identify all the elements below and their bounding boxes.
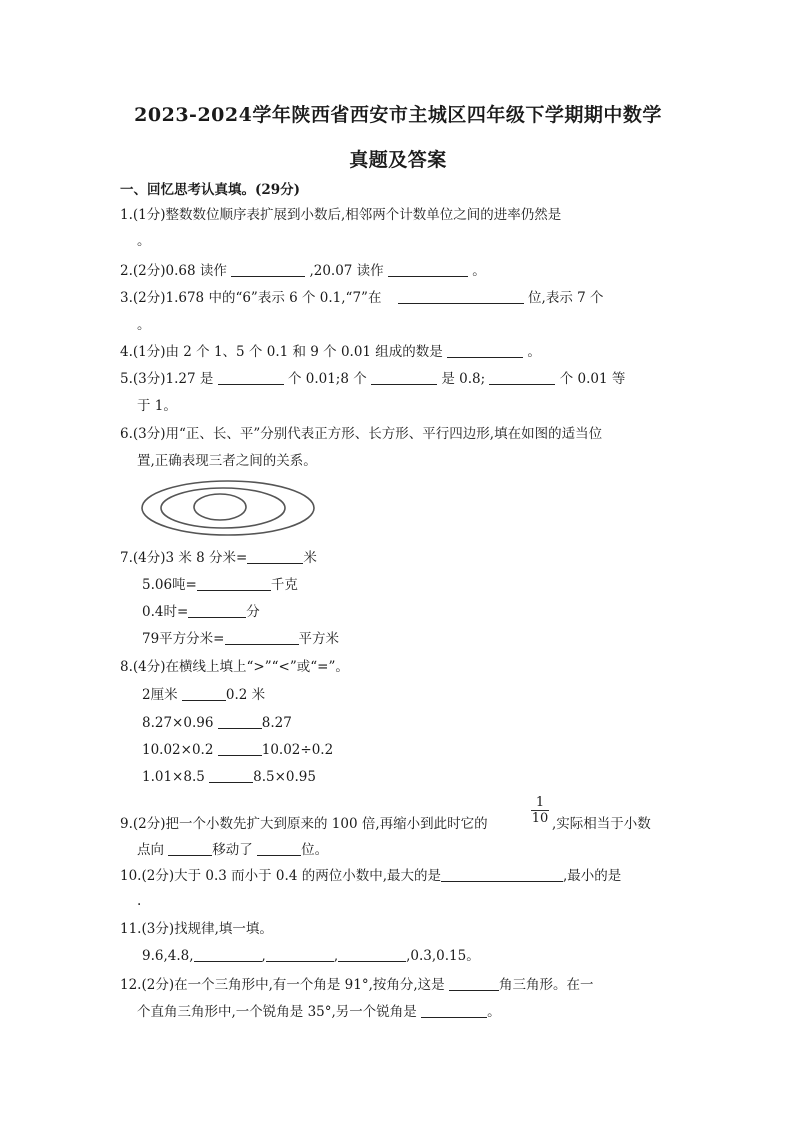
q4-text-b: 。 xyxy=(527,344,541,360)
question-8-b xyxy=(142,686,265,704)
answer-blank[interactable] xyxy=(218,741,262,756)
q7-unit-c: 分 xyxy=(246,604,260,620)
q11-text-a: 11.(3分)找规律,填一填。 xyxy=(120,921,273,937)
q9-text-d: 移动了 xyxy=(212,842,253,858)
q10-text-a: 10.(2分)大于 0.3 而小于 0.4 的两位小数中,最大的是 xyxy=(120,868,441,884)
question-1 xyxy=(120,206,561,224)
answer-blank[interactable] xyxy=(188,603,246,618)
q9-text-c: 点向 xyxy=(137,842,164,858)
answer-blank[interactable] xyxy=(168,841,212,856)
q7-text-d: 79平方分米= xyxy=(142,631,225,647)
question-11 xyxy=(120,920,273,938)
q12-text-c: 个直角三角形中,一个锐角是 35°,另一个锐角是 xyxy=(137,1004,417,1020)
q2-text-c: 。 xyxy=(472,263,486,279)
question-9 xyxy=(120,815,488,833)
q7-text-a: 7.(4分)3 米 8 分米= xyxy=(120,550,248,566)
question-12 xyxy=(120,976,593,994)
page-title-line2: 真题及答案 xyxy=(349,149,447,171)
answer-blank[interactable] xyxy=(257,841,301,856)
answer-blank[interactable] xyxy=(421,1003,487,1018)
q8-left-e: 1.01×8.5 xyxy=(142,769,205,785)
q1-text: 1.(1分)整数数位顺序表扩展到小数后,相邻两个计数单位之间的进率仍然是 xyxy=(120,207,562,223)
q9-text-b: ,实际相当于小数 xyxy=(552,816,651,832)
q9-text-a: 9.(2分)把一个小数先扩大到原来的 100 倍,再缩小到此时它的 xyxy=(120,816,488,832)
question-3-cont xyxy=(137,316,151,334)
q4-text-a: 4.(1分)由 2 个 1、5 个 0.1 和 9 个 0.01 组成的数是 xyxy=(120,344,443,360)
answer-blank[interactable] xyxy=(398,289,524,304)
question-9-b xyxy=(552,815,651,833)
question-4 xyxy=(120,343,541,361)
q8-left-b: 2厘米 xyxy=(142,687,178,703)
q10-text-b: ,最小的是 xyxy=(563,868,622,884)
q3-text-b: 位,表示 7 个 xyxy=(528,290,604,306)
question-7-b xyxy=(142,576,298,594)
q2-text-b: ,20.07 读作 xyxy=(309,263,384,279)
question-11-seq xyxy=(142,947,480,965)
q6-text-a: 6.(3分)用“正、长、平”分别代表正方形、长方形、平行四边形,填在如图的适当位 xyxy=(120,426,603,442)
inner-ellipse xyxy=(194,494,246,520)
question-3 xyxy=(120,289,604,307)
q5-end: 于 1。 xyxy=(137,398,177,414)
q9-text-e: 位。 xyxy=(301,842,329,858)
q5-text-c: 是 0.8; xyxy=(441,371,486,387)
question-9-cont xyxy=(137,841,328,859)
outer-ellipse xyxy=(142,481,314,535)
page-title-line1: 2023-2024学年陕西省西安市主城区四年级下学期期中数学 xyxy=(134,104,662,126)
nested-ellipses-diagram xyxy=(138,478,318,538)
question-7-c xyxy=(142,603,260,621)
answer-blank[interactable] xyxy=(489,370,555,385)
answer-blank[interactable] xyxy=(266,947,334,962)
q8-left-d: 10.02×0.2 xyxy=(142,742,214,758)
question-10 xyxy=(120,867,621,885)
q8-right-d: 10.02÷0.2 xyxy=(261,742,334,758)
question-10-cont xyxy=(137,892,141,910)
question-8-c xyxy=(142,714,292,732)
q6-text-b: 置,正确表现三者之间的关系。 xyxy=(137,453,317,469)
q11-text-b: 9.6,4.8, xyxy=(142,948,194,964)
question-8-e xyxy=(142,768,316,786)
q11-text-e: ,0.3,0.15。 xyxy=(406,948,480,964)
answer-blank[interactable] xyxy=(231,262,305,277)
fraction-numerator: 1 xyxy=(531,795,549,811)
fraction-denominator: 10 xyxy=(531,811,549,826)
q11-sep-2: , xyxy=(333,948,339,964)
q3-text-a: 3.(2分)1.678 中的“6”表示 6 个 0.1,“7”在 xyxy=(120,290,382,306)
question-7 xyxy=(120,549,317,567)
answer-blank[interactable] xyxy=(225,630,299,645)
answer-blank[interactable] xyxy=(247,549,303,564)
q11-sep-1: , xyxy=(261,948,266,964)
q8-right-b: 0.2 米 xyxy=(225,687,266,703)
q8-left-c: 8.27×0.96 xyxy=(142,715,214,731)
q5-text-d: 个 0.01 等 xyxy=(559,371,626,387)
q2-text-a: 2.(2分)0.68 读作 xyxy=(120,263,227,279)
q8-text-a: 8.(4分)在横线上填上“>”“<”或“=”。 xyxy=(120,659,349,675)
answer-blank[interactable] xyxy=(182,686,226,701)
answer-blank[interactable] xyxy=(209,768,253,783)
question-6-cont xyxy=(137,452,317,470)
q7-text-b: 5.06吨= xyxy=(142,577,197,593)
question-5-cont xyxy=(137,397,177,415)
question-5 xyxy=(120,370,625,388)
answer-blank[interactable] xyxy=(218,714,262,729)
q12-text-b: 角三角形。在一 xyxy=(498,977,594,993)
question-2 xyxy=(120,262,486,280)
question-8 xyxy=(120,658,349,676)
q7-text-c: 0.4时= xyxy=(142,604,189,620)
answer-blank[interactable] xyxy=(371,370,437,385)
q7-unit-b: 千克 xyxy=(270,577,298,593)
question-1-cont xyxy=(137,232,151,250)
answer-blank[interactable] xyxy=(449,976,499,991)
q10-end: . xyxy=(137,893,142,909)
q7-unit-d: 平方米 xyxy=(298,631,339,647)
q12-text-d: 。 xyxy=(487,1004,501,1020)
answer-blank[interactable] xyxy=(218,370,284,385)
answer-blank[interactable] xyxy=(388,262,468,277)
q8-right-c: 8.27 xyxy=(261,715,292,731)
q5-text-a: 5.(3分)1.27 是 xyxy=(120,371,214,387)
section-heading: 一、回忆思考认真填。(29分) xyxy=(120,182,301,198)
q12-text-a: 12.(2分)在一个三角形中,有一个角是 91°,按角分,这是 xyxy=(120,977,445,993)
answer-blank[interactable] xyxy=(197,576,271,591)
q1-end: 。 xyxy=(137,233,151,249)
q8-right-e: 8.5×0.95 xyxy=(253,769,316,785)
answer-blank[interactable] xyxy=(338,947,406,962)
answer-blank[interactable] xyxy=(447,343,523,358)
answer-blank[interactable] xyxy=(441,867,563,882)
question-7-d xyxy=(142,630,339,648)
q3-end: 。 xyxy=(137,317,151,333)
question-6 xyxy=(120,425,602,443)
q5-text-b: 个 0.01;8 个 xyxy=(287,371,367,387)
question-8-d xyxy=(142,741,333,759)
question-12-cont xyxy=(137,1003,501,1021)
answer-blank[interactable] xyxy=(194,947,262,962)
fraction xyxy=(531,795,549,826)
q7-unit-a: 米 xyxy=(303,550,317,566)
